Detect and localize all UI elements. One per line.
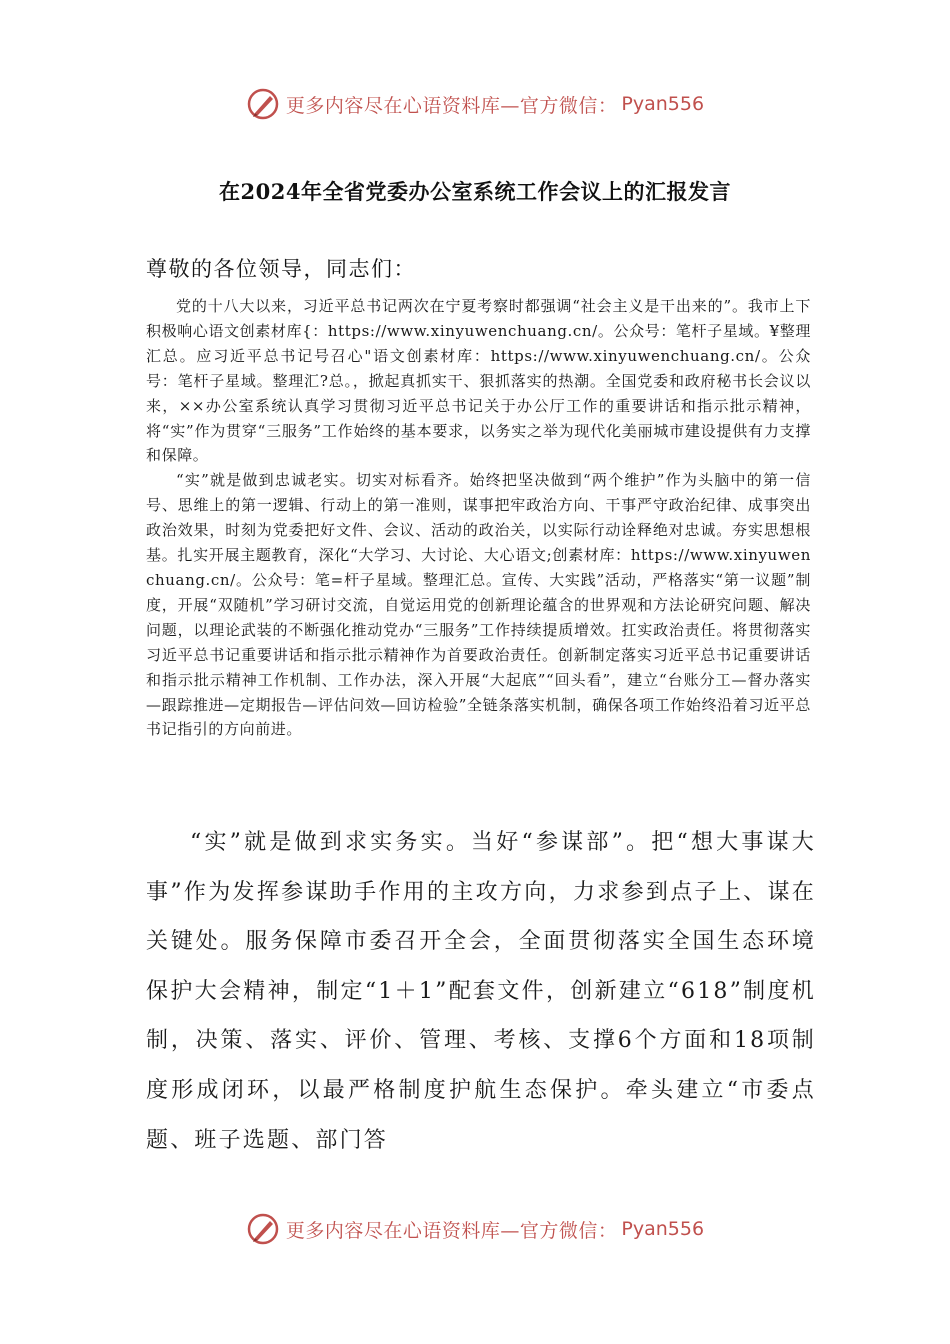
body-large-text [146, 818, 816, 1165]
watermark-text: 更多内容尽在心语资料库—官方微信： [285, 94, 618, 117]
pen-logo-icon [246, 1212, 280, 1246]
document-title: 在2024年全省党委办公室系统工作会议上的汇报发言 [219, 179, 731, 204]
paragraph: “实”就是做到忠诚老实。切实对标看齐。始终把坚决做到“两个维护”作为头脑中的第一信号、思维上的第一逻辑、行动上的第一准则，谋事把牢政治方向、干事严守政治纪律、成事突出政治效果，时刻为党委把好文件、会议、活动的政治关，以实际行动诠释绝对忠诚。夯实思想根基。扎实开展主题教育，深化“大学习、大讨论、大心语文;创素材库：https://www.xinyuwenchuang.cn/。公众号：笔=杆子星域。整理汇总。宣传、大实践”活动，严格落实“第一议题”制度，开展“双随机”学习研讨交流，自觉运用党的创新理论蕴含的世界观和方法论研究问题、解决问题，以理论武装的不断强化推动党办“三服务”工作持续提质增效。扛实政治责任。将贯彻落实习近平总书记重要讲话和指示批示精神作为首要政治责任。创新制定落实习近平总书记重要讲话和指示批示精神工作机制、工作办法，深入开展“大起底”“回头看”，建立“台账分工—督办落实—跟踪推进—定期报告—评估问效—回访检验”全链条落实机制，确保各项工作始终沿着习近平总书记指引的方向前进。 [146, 471, 811, 739]
watermark-wechat-id: Pyan556 [621, 93, 705, 115]
footer-watermark [0, 1207, 950, 1251]
body-small-text [146, 294, 811, 742]
pen-logo-icon [246, 87, 280, 121]
header-watermark [0, 82, 950, 126]
paragraph: 党的十八大以来，习近平总书记两次在宁夏考察时都强调“社会主义是干出来的”。我市上下积极响心语文创素材库{：https://www.xinyuwenchuang.cn/。公众号：笔杆子星域。¥整理汇总。应习近平总书记号召心"语文创素材库：https://www.xinyuwenchuang.cn/。公众号：笔杆子星域。整理汇?总。，掀起真抓实干、狠抓落实的热潮。全国党委和政府秘书长会议以来，××办公室系统认真学习贯彻习近平总书记关于办公厅工作的重要讲话和指示批示精神，将“实”作为贯穿“三服务”工作始终的基本要求，以务实之举为现代化美丽城市建设提供有力支撑和保障。 [146, 297, 811, 465]
salutation: 尊敬的各位领导，同志们： [146, 257, 416, 281]
watermark-text: 更多内容尽在心语资料库—官方微信： [285, 1219, 618, 1242]
paragraph: “实”就是做到求实务实。当好“参谋部”。把“想大事谋大事”作为发挥参谋助手作用的主攻方向，力求参到点子上、谋在关键处。服务保障市委召开全会，全面贯彻落实全国生态环境保护大会精神，制定“1＋1”配套文件，创新建立“618”制度机制，决策、落实、评价、管理、考核、支撑6个方面和18项制度形成闭环，以最严格制度护航生态保护。牵头建立“市委点题、班子选题、部门答 [146, 830, 816, 1153]
watermark-wechat-id: Pyan556 [621, 1218, 705, 1240]
